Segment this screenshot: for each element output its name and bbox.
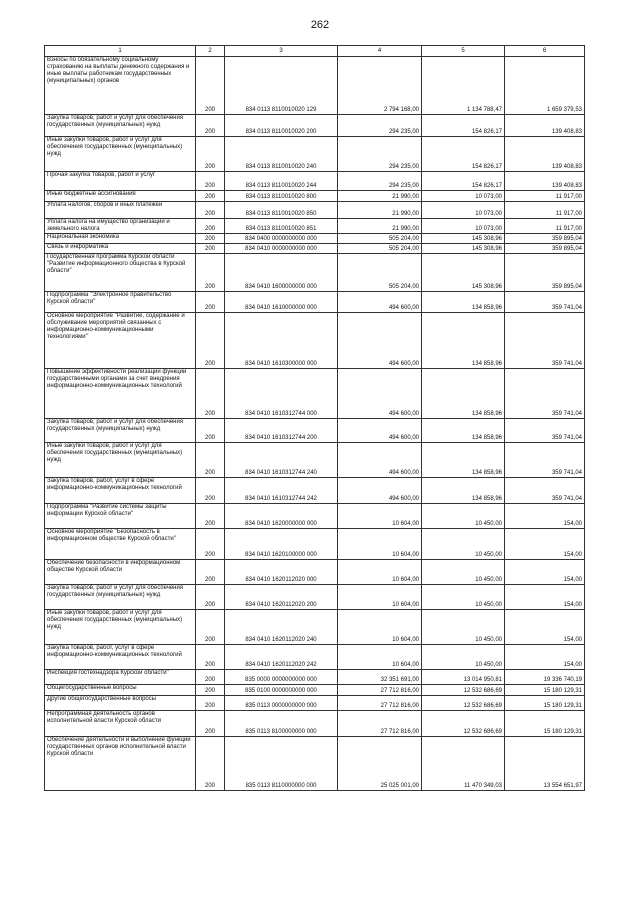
row-kbk-cell: 834 0410 1600000000 000 xyxy=(225,254,338,292)
table-row xyxy=(45,443,585,478)
row-value-col4: 494 600,00 xyxy=(338,313,422,369)
row-kbk-cell: 835 0000 0000000000 000 xyxy=(225,670,338,685)
row-value-col6: 154,00 xyxy=(505,645,585,670)
row-kbk-cell: 835 0113 8100000000 000 xyxy=(225,711,338,737)
row-value-col5: 134 858,96 xyxy=(422,369,505,419)
row-value-col6: 139 408,83 xyxy=(505,137,585,172)
row-value-col5: 154 826,17 xyxy=(422,137,505,172)
row-value-col6: 154,00 xyxy=(505,585,585,610)
table-header-row xyxy=(45,46,585,57)
row-kbk-cell: 834 0113 8110010020 244 xyxy=(225,172,338,191)
row-value-col4: 10 604,00 xyxy=(338,610,422,645)
row-value-col6: 154,00 xyxy=(505,504,585,529)
row-code-cell: 200 xyxy=(196,254,225,292)
row-value-col6: 19 336 740,19 xyxy=(505,670,585,685)
row-value-col6: 154,00 xyxy=(505,560,585,585)
table-row xyxy=(45,234,585,244)
table-row xyxy=(45,254,585,292)
row-name-cell: Закупка товаров, работ, услуг в сфере информационно-коммуникационных технологий xyxy=(45,645,196,670)
row-value-col5: 10 073,00 xyxy=(422,202,505,219)
row-value-col5: 10 450,00 xyxy=(422,585,505,610)
row-kbk-cell: 834 0410 1610312744 240 xyxy=(225,443,338,478)
row-value-col5: 134 858,96 xyxy=(422,313,505,369)
row-kbk-cell: 834 0113 8110010020 240 xyxy=(225,137,338,172)
row-value-col4: 21 990,00 xyxy=(338,219,422,234)
table-row xyxy=(45,685,585,696)
row-value-col5: 10 073,00 xyxy=(422,219,505,234)
row-value-col4: 10 604,00 xyxy=(338,645,422,670)
row-name-cell: Основное мероприятие "Безопасность в информационном обществе Курской области" xyxy=(45,529,196,560)
table-row xyxy=(45,711,585,737)
row-value-col5: 134 858,96 xyxy=(422,419,505,443)
row-name-cell: Иные бюджетные ассигнования xyxy=(45,191,196,202)
row-value-col5: 1 134 788,47 xyxy=(422,57,505,115)
row-value-col6: 154,00 xyxy=(505,610,585,645)
row-value-col4: 294 235,00 xyxy=(338,137,422,172)
row-code-cell: 200 xyxy=(196,244,225,254)
row-name-cell: Взносы по обязательному социальному страхованию на выплаты денежного содержания и иные выплаты работникам государственных (муниципальных) органов xyxy=(45,57,196,115)
row-value-col5: 10 450,00 xyxy=(422,610,505,645)
row-kbk-cell: 835 0113 0000000000 000 xyxy=(225,696,338,711)
column-header: 3 xyxy=(225,46,338,57)
row-value-col6: 359 895,04 xyxy=(505,244,585,254)
row-value-col5: 12 532 686,69 xyxy=(422,696,505,711)
row-code-cell: 200 xyxy=(196,57,225,115)
row-name-cell: Общегосударственные вопросы xyxy=(45,685,196,696)
row-kbk-cell: 834 0113 8110010020 129 xyxy=(225,57,338,115)
row-value-col5: 134 858,96 xyxy=(422,478,505,504)
row-code-cell: 200 xyxy=(196,670,225,685)
row-value-col4: 32 351 691,00 xyxy=(338,670,422,685)
row-value-col5: 10 450,00 xyxy=(422,560,505,585)
column-header: 1 xyxy=(45,46,196,57)
row-value-col6: 11 917,00 xyxy=(505,219,585,234)
row-value-col5: 10 073,00 xyxy=(422,191,505,202)
row-name-cell: Уплата налогов, сборов и иных платежей xyxy=(45,202,196,219)
row-value-col4: 10 604,00 xyxy=(338,529,422,560)
row-code-cell: 200 xyxy=(196,560,225,585)
row-value-col6: 154,00 xyxy=(505,529,585,560)
row-code-cell: 200 xyxy=(196,478,225,504)
row-value-col5: 134 858,96 xyxy=(422,292,505,313)
row-name-cell: Непрограммная деятельность органов исполнительной власти Курской области xyxy=(45,711,196,737)
row-code-cell: 200 xyxy=(196,529,225,560)
row-kbk-cell: 834 0400 0000000000 000 xyxy=(225,234,338,244)
budget-table xyxy=(44,45,585,791)
row-value-col6: 15 180 129,31 xyxy=(505,685,585,696)
row-name-cell: Основное мероприятие "Развитие, содержание и обслуживание мероприятий связанных с информационно-коммуникационными технологиями" xyxy=(45,313,196,369)
row-name-cell: Прочая закупка товаров, работ и услуг xyxy=(45,172,196,191)
table-row xyxy=(45,191,585,202)
row-value-col5: 12 532 686,69 xyxy=(422,685,505,696)
table-row xyxy=(45,737,585,791)
row-kbk-cell: 835 0113 8110000000 000 xyxy=(225,737,338,791)
row-value-col6: 359 895,04 xyxy=(505,254,585,292)
row-kbk-cell: 834 0410 1610300000 000 xyxy=(225,313,338,369)
table-row xyxy=(45,504,585,529)
table-row xyxy=(45,292,585,313)
row-value-col4: 27 712 816,00 xyxy=(338,696,422,711)
row-name-cell: Повышение эффективности реализации функций государственными органами за счет внедрения информационно-коммуникационных технологий xyxy=(45,369,196,419)
row-value-col4: 505 204,00 xyxy=(338,254,422,292)
row-value-col5: 154 826,17 xyxy=(422,172,505,191)
row-value-col5: 11 470 349,03 xyxy=(422,737,505,791)
row-value-col5: 12 532 686,69 xyxy=(422,711,505,737)
row-value-col4: 2 794 168,00 xyxy=(338,57,422,115)
row-name-cell: Обеспечение безопасности в информационном обществе Курской области xyxy=(45,560,196,585)
row-name-cell: Иные закупки товаров, работ и услуг для обеспечения государственных (муниципальных) нужд xyxy=(45,443,196,478)
column-header: 2 xyxy=(196,46,225,57)
column-header: 6 xyxy=(505,46,585,57)
table-row xyxy=(45,313,585,369)
row-code-cell: 200 xyxy=(196,313,225,369)
row-code-cell: 200 xyxy=(196,369,225,419)
row-code-cell: 200 xyxy=(196,645,225,670)
row-code-cell: 200 xyxy=(196,737,225,791)
row-code-cell: 200 xyxy=(196,292,225,313)
row-kbk-cell: 834 0113 8110010020 800 xyxy=(225,191,338,202)
table-row xyxy=(45,57,585,115)
row-code-cell: 200 xyxy=(196,711,225,737)
row-code-cell: 200 xyxy=(196,504,225,529)
row-value-col6: 11 917,00 xyxy=(505,202,585,219)
row-value-col6: 15 180 129,31 xyxy=(505,696,585,711)
row-value-col5: 13 014 950,81 xyxy=(422,670,505,685)
row-value-col6: 359 741,04 xyxy=(505,443,585,478)
row-value-col6: 139 408,83 xyxy=(505,172,585,191)
row-value-col4: 27 712 816,00 xyxy=(338,685,422,696)
table-row xyxy=(45,419,585,443)
row-value-col4: 494 600,00 xyxy=(338,369,422,419)
table-row xyxy=(45,369,585,419)
table-row xyxy=(45,172,585,191)
row-kbk-cell: 834 0113 8110010020 850 xyxy=(225,202,338,219)
row-value-col4: 494 600,00 xyxy=(338,478,422,504)
row-kbk-cell: 834 0410 1620100000 000 xyxy=(225,529,338,560)
row-value-col6: 359 895,04 xyxy=(505,234,585,244)
table-row xyxy=(45,115,585,137)
row-kbk-cell: 834 0410 1620112020 240 xyxy=(225,610,338,645)
table-row xyxy=(45,696,585,711)
row-kbk-cell: 834 0410 1610000000 000 xyxy=(225,292,338,313)
row-kbk-cell: 834 0410 1610312744 000 xyxy=(225,369,338,419)
row-name-cell: Связь и информатика xyxy=(45,244,196,254)
row-value-col4: 10 604,00 xyxy=(338,585,422,610)
row-code-cell: 200 xyxy=(196,202,225,219)
row-value-col5: 145 308,96 xyxy=(422,244,505,254)
row-kbk-cell: 834 0113 8110010020 851 xyxy=(225,219,338,234)
row-value-col5: 145 308,96 xyxy=(422,234,505,244)
table-row xyxy=(45,670,585,685)
row-code-cell: 200 xyxy=(196,172,225,191)
row-kbk-cell: 834 0410 1620112020 242 xyxy=(225,645,338,670)
row-value-col4: 27 712 816,00 xyxy=(338,711,422,737)
row-value-col5: 145 308,96 xyxy=(422,254,505,292)
row-kbk-cell: 834 0410 1620000000 000 xyxy=(225,504,338,529)
row-value-col5: 10 450,00 xyxy=(422,645,505,670)
table-row xyxy=(45,645,585,670)
row-code-cell: 200 xyxy=(196,610,225,645)
page-number: 262 xyxy=(310,19,330,31)
row-value-col4: 494 600,00 xyxy=(338,292,422,313)
table-row xyxy=(45,202,585,219)
table-row xyxy=(45,137,585,172)
row-kbk-cell: 834 0410 1620112020 000 xyxy=(225,560,338,585)
row-code-cell: 200 xyxy=(196,234,225,244)
row-value-col4: 494 600,00 xyxy=(338,443,422,478)
row-value-col5: 10 450,00 xyxy=(422,504,505,529)
table-row xyxy=(45,219,585,234)
row-name-cell: Другие общегосударственные вопросы xyxy=(45,696,196,711)
row-code-cell: 200 xyxy=(196,419,225,443)
row-kbk-cell: 834 0410 0000000000 000 xyxy=(225,244,338,254)
row-name-cell: Иные закупки товаров, работ и услуг для обеспечения государственных (муниципальных) нужд xyxy=(45,137,196,172)
row-value-col6: 15 180 129,31 xyxy=(505,711,585,737)
table-row xyxy=(45,529,585,560)
table-row xyxy=(45,585,585,610)
row-kbk-cell: 834 0113 8110010020 200 xyxy=(225,115,338,137)
row-value-col6: 359 741,04 xyxy=(505,478,585,504)
row-value-col4: 494 600,00 xyxy=(338,419,422,443)
column-header: 4 xyxy=(338,46,422,57)
row-value-col4: 21 990,00 xyxy=(338,202,422,219)
table-row xyxy=(45,560,585,585)
table-row xyxy=(45,244,585,254)
row-kbk-cell: 834 0410 1610312744 200 xyxy=(225,419,338,443)
row-value-col6: 359 741,04 xyxy=(505,419,585,443)
row-name-cell: Уплата налога на имущество организаций и земельного налога xyxy=(45,219,196,234)
row-value-col6: 139 408,83 xyxy=(505,115,585,137)
row-value-col5: 10 450,00 xyxy=(422,529,505,560)
row-value-col6: 1 659 379,53 xyxy=(505,57,585,115)
row-name-cell: Национальная экономика xyxy=(45,234,196,244)
row-value-col4: 294 235,00 xyxy=(338,172,422,191)
row-code-cell: 200 xyxy=(196,443,225,478)
row-value-col6: 11 917,00 xyxy=(505,191,585,202)
row-value-col4: 505 204,00 xyxy=(338,234,422,244)
row-name-cell: Государственная программа Курской области "Развитие информационного общества в Курской области" xyxy=(45,254,196,292)
row-name-cell: Подпрограмма "Электронное правительство Курской области" xyxy=(45,292,196,313)
row-name-cell: Закупка товаров, работ и услуг для обеспечения государственных (муниципальных) нужд xyxy=(45,585,196,610)
row-value-col6: 359 741,04 xyxy=(505,369,585,419)
row-code-cell: 200 xyxy=(196,115,225,137)
table-row xyxy=(45,610,585,645)
row-kbk-cell: 834 0410 1610312744 242 xyxy=(225,478,338,504)
row-value-col4: 25 025 001,00 xyxy=(338,737,422,791)
row-value-col6: 359 741,04 xyxy=(505,313,585,369)
row-kbk-cell: 834 0410 1620112020 200 xyxy=(225,585,338,610)
row-value-col4: 10 604,00 xyxy=(338,504,422,529)
row-name-cell: Обеспечение деятельности и выполнение функций государственных органов исполнительной власти Курской области xyxy=(45,737,196,791)
row-value-col5: 134 858,96 xyxy=(422,443,505,478)
row-value-col6: 359 741,04 xyxy=(505,292,585,313)
row-code-cell: 200 xyxy=(196,585,225,610)
table-row xyxy=(45,478,585,504)
row-code-cell: 200 xyxy=(196,219,225,234)
row-name-cell: Закупка товаров, работ, услуг в сфере информационно-коммуникационных технологий xyxy=(45,478,196,504)
row-name-cell: Закупка товаров, работ и услуг для обеспечения государственных (муниципальных) нужд xyxy=(45,419,196,443)
row-name-cell: Подпрограмма "Развитие системы защиты информации Курской области" xyxy=(45,504,196,529)
row-value-col4: 294 235,00 xyxy=(338,115,422,137)
row-name-cell: Инспекция гостехнадзора Курской области" xyxy=(45,670,196,685)
row-code-cell: 200 xyxy=(196,137,225,172)
row-name-cell: Закупка товаров, работ и услуг для обеспечения государственных (муниципальных) нужд xyxy=(45,115,196,137)
row-value-col4: 10 604,00 xyxy=(338,560,422,585)
row-code-cell: 200 xyxy=(196,696,225,711)
row-value-col4: 505 204,00 xyxy=(338,244,422,254)
row-name-cell: Иные закупки товаров, работ и услуг для обеспечения государственных (муниципальных) нужд xyxy=(45,610,196,645)
row-value-col5: 154 826,17 xyxy=(422,115,505,137)
row-value-col6: 13 554 651,97 xyxy=(505,737,585,791)
column-header: 5 xyxy=(422,46,505,57)
table-body xyxy=(45,57,585,791)
row-code-cell: 200 xyxy=(196,191,225,202)
row-code-cell: 200 xyxy=(196,685,225,696)
row-kbk-cell: 835 0100 0000000000 000 xyxy=(225,685,338,696)
row-value-col4: 21 990,00 xyxy=(338,191,422,202)
